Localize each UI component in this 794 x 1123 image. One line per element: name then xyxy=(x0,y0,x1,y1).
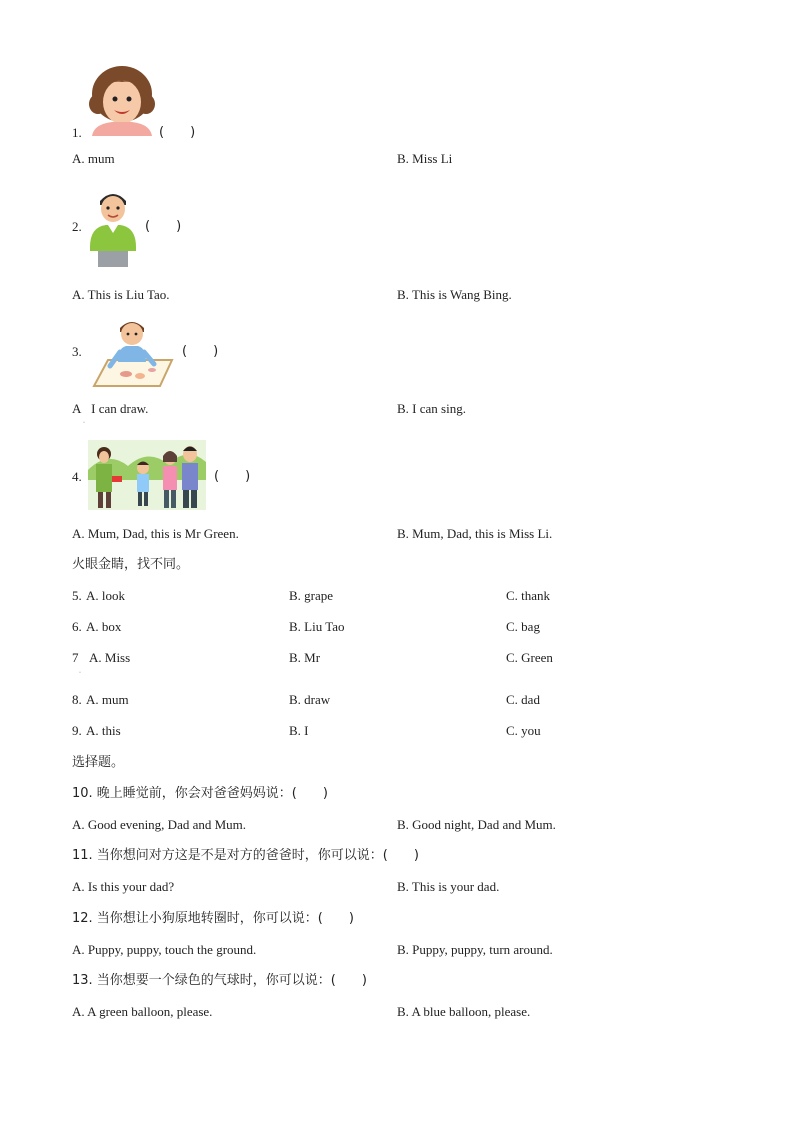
option-a[interactable]: A. Miss xyxy=(89,650,131,665)
boy-green-shirt-picture xyxy=(88,185,138,267)
section-heading-choice: 选择题。 xyxy=(72,755,125,770)
stray-mark: · xyxy=(79,670,81,676)
question-1-blank[interactable]: ( ) xyxy=(159,125,196,140)
option-text: Mum, Dad, this is Miss Li. xyxy=(412,526,553,541)
question-11-option-a[interactable]: A. Is this your dad? xyxy=(72,879,175,894)
option-text: This is Liu Tao. xyxy=(87,287,170,302)
question-4-blank[interactable]: ( ) xyxy=(214,469,251,484)
option-text: mum xyxy=(87,151,115,166)
question-13-option-b[interactable]: B. A blue balloon, please. xyxy=(397,1004,531,1019)
question-4-option-a[interactable] xyxy=(72,526,239,542)
option-letter: B. xyxy=(397,151,409,166)
question-10-stem: 10. 晚上睡觉前，你会对爸爸妈妈说：( ) xyxy=(72,786,328,801)
option-a[interactable]: A. this xyxy=(86,723,121,738)
option-text: Mum, Dad, this is Mr Green. xyxy=(87,526,239,541)
question-3-number: 3. xyxy=(72,344,82,359)
option-letter: A. xyxy=(72,526,85,541)
stray-mark: · xyxy=(83,420,85,426)
question-13-stem: 13. 当你想要一个绿色的气球时，你可以说：( ) xyxy=(72,973,367,988)
option-b[interactable]: B. grape xyxy=(289,588,334,603)
option-letter: A. xyxy=(72,287,85,302)
row-number: 6. xyxy=(72,619,82,634)
option-c[interactable]: C. Green xyxy=(506,650,553,665)
option-b[interactable]: B. I xyxy=(289,723,309,738)
option-letter: A xyxy=(72,401,82,416)
option-letter: B. xyxy=(397,526,409,541)
option-text: Miss Li xyxy=(412,151,453,166)
question-4-number: 4. xyxy=(72,469,82,484)
option-b[interactable]: B. Mr xyxy=(289,650,321,665)
option-text: This is Wang Bing. xyxy=(411,287,512,302)
section-heading-odd-one-out: 火眼金睛，找不同。 xyxy=(72,557,190,572)
question-12-stem: 12. 当你想让小狗原地转圈时，你可以说：( ) xyxy=(72,911,354,926)
question-2-blank[interactable]: ( ) xyxy=(145,219,182,234)
question-2-option-a[interactable] xyxy=(72,287,170,303)
row-number: 7 xyxy=(72,650,79,665)
question-10-option-b[interactable]: B. Good night, Dad and Mum. xyxy=(397,817,556,832)
question-3-blank[interactable]: ( ) xyxy=(182,344,219,359)
option-text: I can draw. xyxy=(91,401,149,416)
question-1-number: 1. xyxy=(72,125,82,140)
question-1-option-b[interactable] xyxy=(397,151,452,167)
question-3-option-b[interactable] xyxy=(397,401,466,417)
option-letter: B. xyxy=(397,401,409,416)
row-number: 8. xyxy=(72,692,82,707)
option-letter: B. xyxy=(397,287,409,302)
question-2-number: 2. xyxy=(72,219,82,234)
question-13-option-a[interactable]: A. A green balloon, please. xyxy=(72,1004,213,1019)
option-text: I can sing. xyxy=(412,401,466,416)
boy-drawing-picture xyxy=(90,316,176,388)
question-12-option-a[interactable]: A. Puppy, puppy, touch the ground. xyxy=(72,942,257,957)
question-11-option-b[interactable]: B. This is your dad. xyxy=(397,879,500,894)
option-b[interactable]: B. draw xyxy=(289,692,331,707)
family-meeting-picture xyxy=(88,440,206,510)
question-12-option-b[interactable]: B. Puppy, puppy, turn around. xyxy=(397,942,553,957)
question-10-option-a[interactable]: A. Good evening, Dad and Mum. xyxy=(72,817,247,832)
option-a[interactable]: A. box xyxy=(86,619,122,634)
option-b[interactable]: B. Liu Tao xyxy=(289,619,345,634)
row-number: 9. xyxy=(72,723,82,738)
question-4-option-b[interactable] xyxy=(397,526,552,542)
question-1-option-a[interactable] xyxy=(72,151,115,167)
option-a[interactable]: A. look xyxy=(86,588,125,603)
question-11-stem: 11. 当你想问对方这是不是对方的爸爸时，你可以说：( ) xyxy=(72,848,419,863)
question-2-option-b[interactable] xyxy=(397,287,512,303)
option-letter: A. xyxy=(72,151,85,166)
option-c[interactable]: C. bag xyxy=(506,619,540,634)
option-c[interactable]: C. you xyxy=(506,723,541,738)
option-a[interactable]: A. mum xyxy=(86,692,129,707)
option-c[interactable]: C. dad xyxy=(506,692,540,707)
question-3-option-a[interactable] xyxy=(72,401,148,417)
option-c[interactable]: C. thank xyxy=(506,588,551,603)
woman-face-picture xyxy=(88,64,156,136)
row-number: 5. xyxy=(72,588,82,603)
